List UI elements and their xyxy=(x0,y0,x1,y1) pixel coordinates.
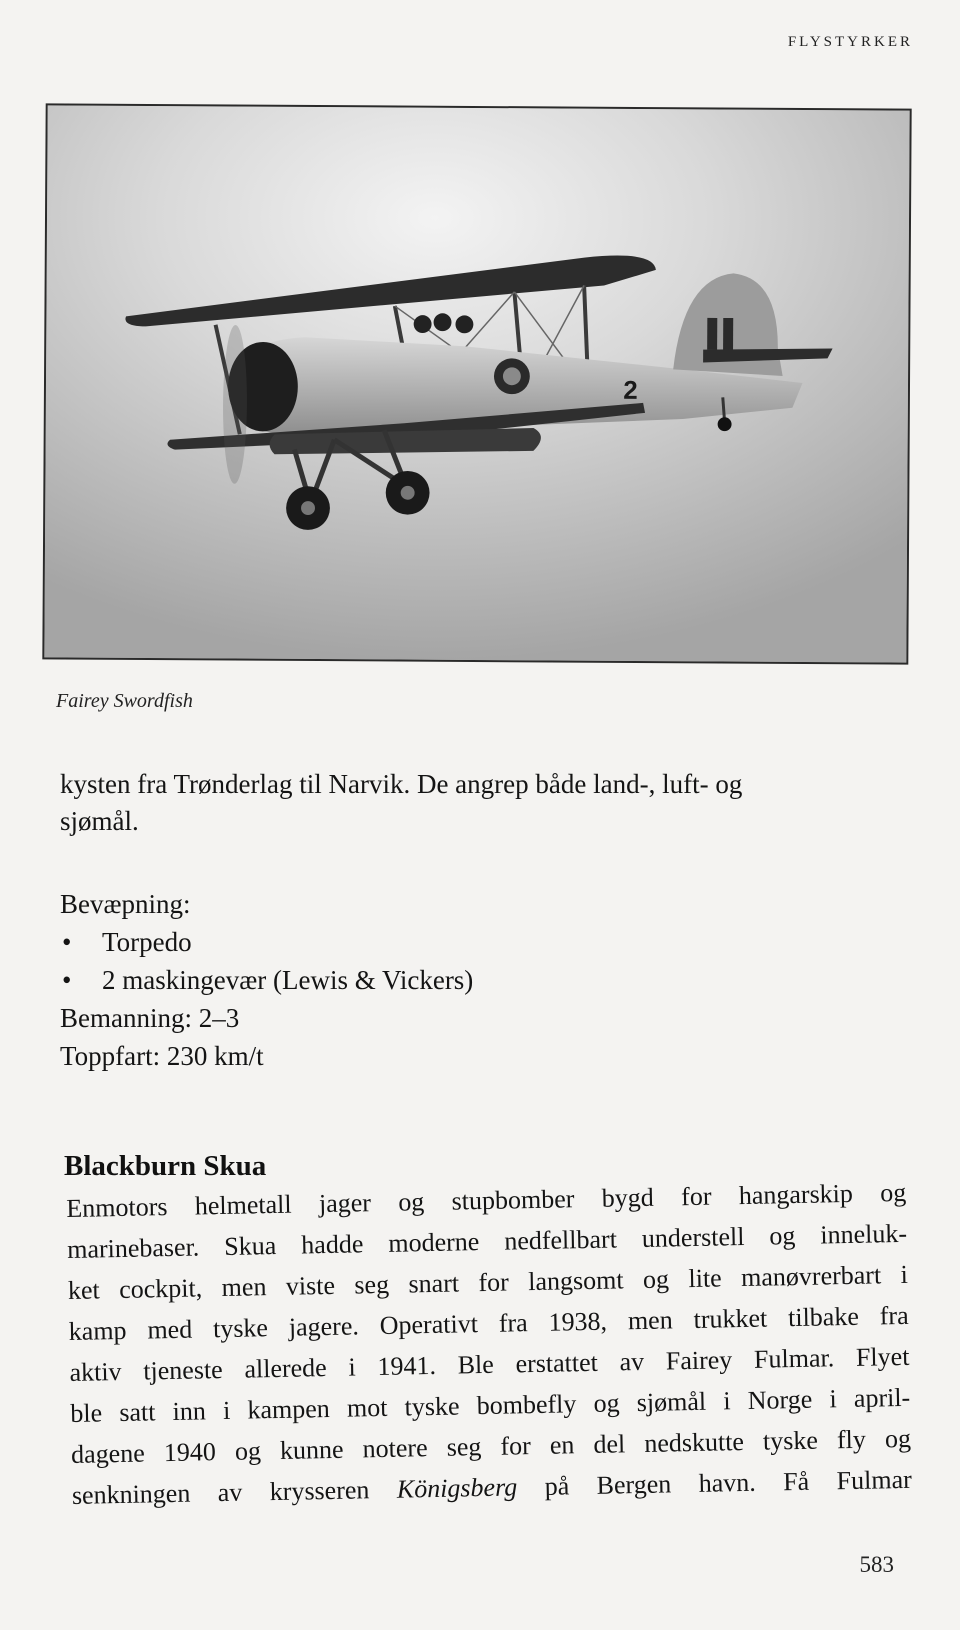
paragraph-line: Enmotors helmetall jager og stupbomber bygd for hangarskip og xyxy=(66,1177,907,1223)
bullet-icon: • xyxy=(62,965,72,995)
ship-name: Königsberg xyxy=(396,1472,518,1504)
paragraph-line: ket cockpit, men viste seg snart for langsomt og lite manøvrerbart i xyxy=(67,1259,909,1305)
top-speed-spec: Toppfart: 230 km/t xyxy=(60,1041,264,1071)
line-text: senkningen av krysseren xyxy=(71,1474,398,1510)
paragraph-line: marinebaser. Skua hadde moderne nedfellbart understell og inneluk- xyxy=(66,1218,908,1264)
figure-caption: Fairey Swordfish xyxy=(56,690,193,712)
armament-item xyxy=(60,962,910,1000)
paragraph-line: ble satt inn i kampen mot tyske bombefly og sjømål i Norge i april- xyxy=(70,1382,911,1428)
skua-paragraph xyxy=(66,1172,912,1516)
armament-label: Bevæpning: xyxy=(60,889,191,919)
page-number: 583 xyxy=(859,1552,894,1577)
fuselage-number: 2 xyxy=(623,376,638,405)
bullet-icon: • xyxy=(62,927,72,957)
armament-item xyxy=(60,924,910,962)
paragraph-narvik xyxy=(60,766,910,840)
section-heading: Blackburn Skua xyxy=(64,1150,267,1182)
aircraft-photo xyxy=(42,103,911,664)
paragraph-line: kysten fra Trønderlag til Narvik. De angrep både land-, luft- og xyxy=(60,769,743,799)
swordfish-biplane-illustration xyxy=(44,105,909,662)
armament-item-text: Torpedo xyxy=(102,927,192,957)
paragraph-line: aktiv tjeneste allerede i 1941. Ble erstattet av Fairey Fulmar. Flyet xyxy=(69,1341,910,1387)
specifications-list xyxy=(60,886,910,1076)
paragraph-line: kamp med tyske jagere. Operativt fra 1938, men trukket tilbake fra xyxy=(68,1300,909,1346)
paragraph-line: dagene 1940 og kunne notere seg for en del nedskutte tyske fly og xyxy=(70,1423,912,1469)
paragraph-line: sjømål. xyxy=(60,806,139,836)
line-text: på Bergen havn. Få Fulmar xyxy=(516,1464,913,1502)
armament-item-text: 2 maskingevær (Lewis & Vickers) xyxy=(102,965,474,995)
running-head: FLYSTYRKER xyxy=(787,34,913,50)
crew-spec: Bemanning: 2–3 xyxy=(60,1003,240,1033)
